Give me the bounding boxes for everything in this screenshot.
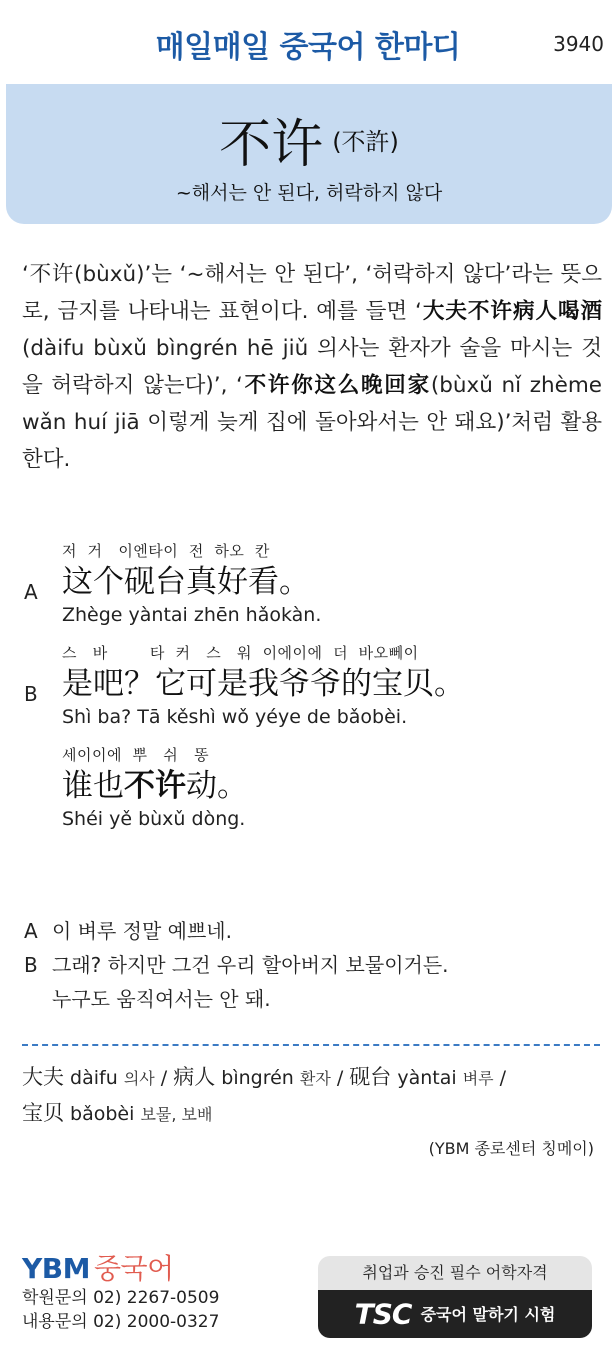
speaker-label: B (24, 953, 38, 977)
translation (22, 914, 602, 1016)
speaker-label: A (24, 919, 38, 943)
chinese-segment: 动。 (186, 768, 248, 804)
example-sentence-1: 大夫不许病人喝酒 (421, 299, 602, 324)
translation-text: 누구도 움직여서는 안 돼. (52, 987, 271, 1011)
vocab-pinyin: bǎobèi (70, 1103, 135, 1125)
vocab-pinyin: bìngrén (221, 1067, 294, 1089)
tsc-logo: TSC (354, 1297, 412, 1331)
korean-pronunciation: 저 거 이엔타이 전 하오 칸 (62, 542, 270, 560)
chinese-sentence: 这个砚台真好看。 (62, 564, 310, 600)
highlighted-expression: 不许 (124, 768, 186, 804)
vocab-word: 病人 (173, 1065, 216, 1089)
brand-ybm: YBM (22, 1252, 90, 1285)
translation-text: 그래? 하지만 그건 우리 할아버지 보물이거든. (52, 953, 449, 977)
vocab-item (173, 1067, 331, 1089)
dialog (22, 540, 602, 846)
speaker-label: A (24, 580, 38, 604)
author-credit: (YBM 종로센터 칭메이) (428, 1139, 594, 1158)
explanation-text-1: ‘不许(bùxǔ)’는 ‘~해서는 안 된다’, ‘허락하지 않다’라는 뜻으로, 금지를 나타내는 표현이다. 예를 들면 ‘ (22, 262, 602, 324)
vocab-item (22, 1067, 155, 1089)
dialog-turn (22, 744, 602, 832)
vocab-meaning: 벼루 (462, 1069, 494, 1088)
vocab-word: 砚台 (349, 1065, 392, 1089)
tsc-subtitle: 중국어 말하기 시험 (420, 1304, 556, 1324)
vocab-pinyin: yàntai (397, 1067, 457, 1089)
vocab-meaning: 의사 (123, 1069, 155, 1088)
contact-academy: 학원문의 02) 2267-0509 (22, 1288, 220, 1308)
dashed-divider (22, 1044, 600, 1046)
dialog-turn (22, 540, 602, 628)
translation-row (22, 914, 602, 948)
vocabulary-list: 大夫 dàifu 의사 / 病人 bìngrén 환자 / 砚台 yàntai 벼루 / 宝贝 bǎobèi 보물, 보배 (22, 1065, 507, 1125)
pinyin-line: Shì ba? Tā kěshì wǒ yéye de bǎobèi. (62, 706, 408, 728)
vocab-pinyin: dàifu (70, 1067, 118, 1089)
chinese-segment: 谁也 (62, 768, 124, 804)
pinyin-line: Shéi yě bùxǔ dòng. (62, 808, 246, 830)
hero-meaning: ~해서는 안 된다, 허락하지 않다 (175, 182, 443, 204)
hero-word: 不许 (219, 115, 324, 175)
chinese-sentence (62, 766, 602, 806)
translation-row (22, 982, 602, 1016)
explanation-text-2: (dàifu bùxǔ bìngrén hē jiǔ 의사는 환자가 술을 마시는 것을 허락하지 않는다)’, ‘ (22, 336, 602, 398)
vocab-item (22, 1103, 212, 1125)
tsc-badge (318, 1256, 592, 1338)
chinese-sentence: 是吧？它可是我爷爷的宝贝。 (62, 666, 465, 702)
vocab-word: 宝贝 (22, 1101, 64, 1125)
vocab-item (349, 1067, 493, 1089)
vocab-word: 大夫 (22, 1065, 64, 1089)
speaker-label: B (24, 682, 38, 706)
hero-panel (6, 84, 612, 224)
dialog-turn (22, 642, 602, 730)
badge-logo-bar (318, 1290, 592, 1338)
brand-chinese-label: 중국어 (93, 1252, 174, 1285)
series-title: 매일매일 중국어 한마디 (155, 30, 461, 65)
hero-title-row (6, 102, 612, 177)
explanation-paragraph (22, 256, 602, 478)
issue-number: 3940 (553, 32, 604, 56)
vocab-meaning: 보물, 보배 (140, 1105, 213, 1124)
footer-contact-block (22, 1252, 219, 1334)
contact-content: 내용문의 02) 2000-0327 (22, 1312, 220, 1332)
translation-row (22, 948, 602, 982)
pinyin-line: Zhège yàntai zhēn hǎokàn. (62, 604, 322, 626)
example-sentence-2: 不许你这么晚回家 (242, 373, 431, 398)
translation-text: 이 벼루 정말 예쁘네. (52, 919, 232, 943)
badge-tagline: 취업과 승진 필수 어학자격 (362, 1263, 548, 1282)
brand-logo (22, 1252, 219, 1286)
korean-pronunciation: 세이이에 뿌 쉬 똥 (62, 746, 210, 764)
korean-pronunciation: 스 바 타 커 스 워 이에이에 더 바오뻬이 (62, 644, 419, 662)
explanation-text-3: (bùxǔ nǐ zhème wǎn huí jiā 이렇게 늦게 집에 돌아와서는 안 돼요)’처럼 활용한다. (22, 373, 602, 472)
vocab-meaning: 환자 (299, 1069, 331, 1088)
header (0, 0, 616, 84)
hero-traditional: (不許) (332, 128, 399, 156)
